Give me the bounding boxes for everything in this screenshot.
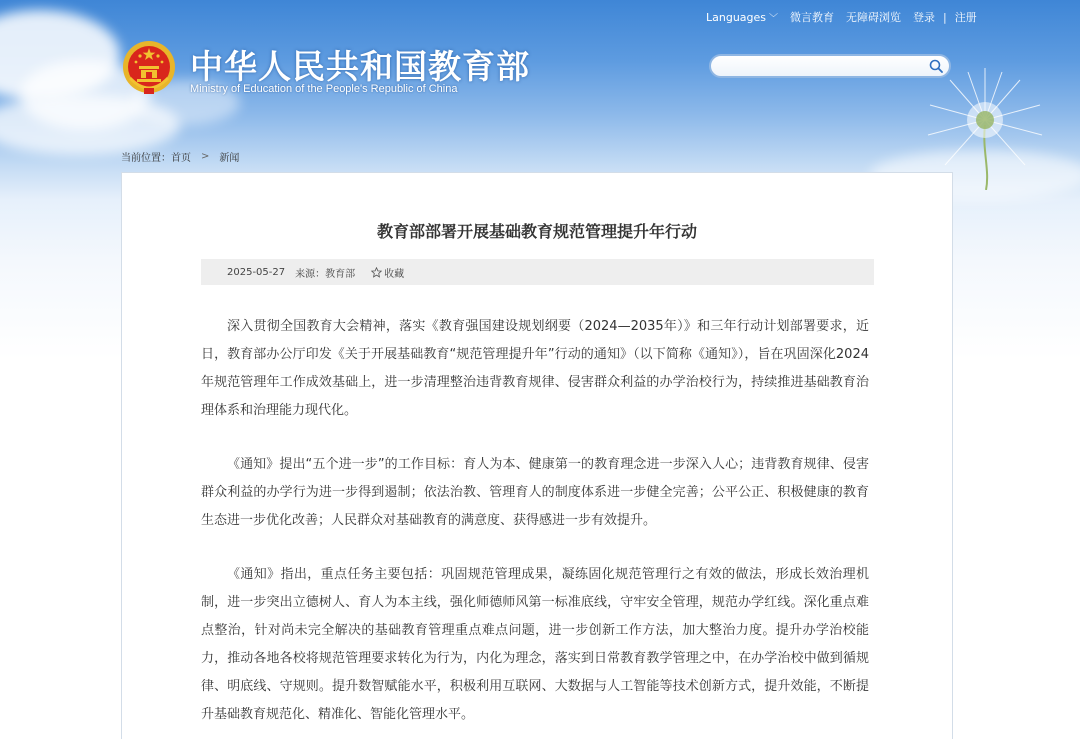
breadcrumb-home[interactable]: 首页 bbox=[171, 153, 191, 164]
favorite-button[interactable] bbox=[371, 265, 404, 280]
languages-label: Languages bbox=[706, 10, 767, 24]
breadcrumb bbox=[121, 149, 239, 164]
breadcrumb-label: 当前位置： bbox=[121, 153, 171, 164]
star-icon bbox=[371, 267, 382, 278]
article-paragraph: 深入贯彻全国教育大会精神，落实《教育强国建设规划纲要（2024—2035年）》和三年行动计划部署要求，近日，教育部办公厅印发《关于开展基础教育“规范管理提升年”行动的通知》（以下简称《通知》），旨在巩固深化2024年规范管理年工作成效基础上，进一步清理整治违背教育规律、侵害群众利益的办学治校行为，持续推进基础教育治理体系和治理能力现代化。 bbox=[201, 319, 869, 418]
article-body bbox=[201, 313, 869, 739]
search-box bbox=[709, 54, 951, 78]
article-paragraph: 《通知》指出，重点任务主要包括：巩固规范管理成果，凝练固化规范管理行之有效的做法，形成长效治理机制，进一步突出立德树人、育人为本主线，强化师德师风第一标准底线，守牢安全管理，规范办学红线。深化重点难点整治，针对尚未完全解决的基础教育管理重点难点问题，进一步创新工作方法，加大整治力度。提升办学治校能力，推动各地各校将规范管理要求转化为行为，内化为理念，落实到日常教育教学管理之中，在办学治校中做到循规律、明底线、守规则。提升数智赋能水平，积极利用互联网、大数据与人工智能等技术创新方式，提升效能，不断提升基础教育规范化、精准化、智能化管理水平。 bbox=[201, 567, 869, 722]
article-title: 教育部部署开展基础教育规范管理提升年行动 bbox=[376, 222, 697, 241]
article-card bbox=[121, 172, 953, 739]
register-link[interactable]: 注册 bbox=[954, 11, 977, 24]
breadcrumb-separator: > bbox=[201, 151, 210, 162]
dandelion-icon bbox=[920, 60, 1050, 190]
accessibility-link[interactable]: 无障碍浏览 bbox=[846, 11, 902, 24]
languages-menu[interactable] bbox=[706, 11, 778, 24]
site-title-english: Ministry of Education of the People's Republic of China bbox=[190, 83, 458, 95]
weibo-link[interactable]: 微言教育 bbox=[790, 11, 835, 24]
article-paragraph: 《通知》提出“五个进一步”的工作目标：育人为本、健康第一的教育理念进一步深入人心；违背教育规律、侵害群众利益的办学行为进一步得到遏制；依法治教、管理育人的制度体系进一步健全完善；公平公正、积极健康的教育生态进一步优化改善；人民群众对基础教育的满意度、获得感进一步有效提升。 bbox=[201, 457, 869, 528]
search-icon[interactable] bbox=[929, 59, 943, 73]
search-input[interactable] bbox=[721, 58, 925, 76]
chevron-down-icon: ﹀ bbox=[769, 13, 779, 24]
breadcrumb-news[interactable]: 新闻 bbox=[219, 153, 240, 164]
national-emblem-icon[interactable] bbox=[122, 40, 176, 96]
article-meta bbox=[201, 259, 874, 285]
site-title[interactable]: 中华人民共和国教育部 bbox=[190, 47, 530, 86]
link-separator: | bbox=[943, 10, 947, 24]
favorite-label: 收藏 bbox=[384, 268, 405, 280]
article-date: 2025-05-27 bbox=[227, 266, 286, 278]
login-link[interactable]: 登录 bbox=[913, 11, 936, 24]
top-links bbox=[706, 9, 977, 25]
article-source: 来源：教育部 bbox=[295, 268, 356, 280]
